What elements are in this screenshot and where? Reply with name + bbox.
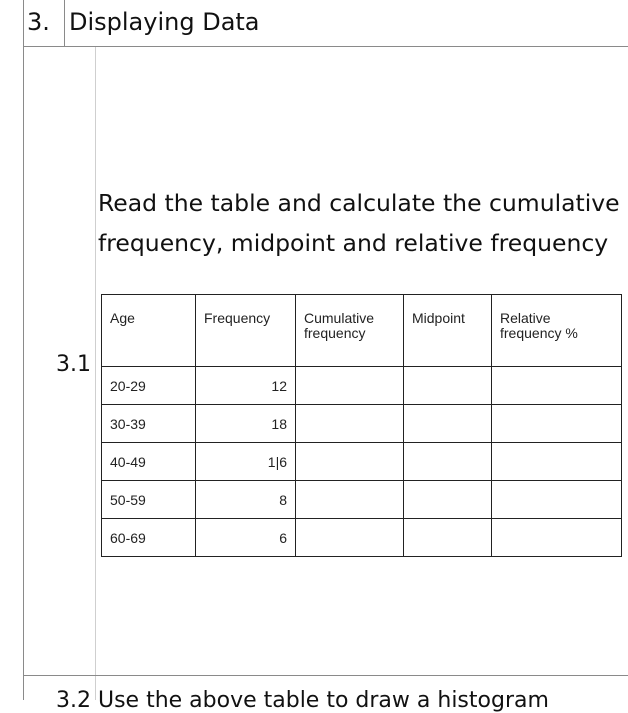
- frequency-cell: 12: [196, 367, 296, 405]
- cumulative-frequency-cell[interactable]: [296, 405, 404, 443]
- frequency-cell: 1|6: [196, 443, 296, 481]
- relative-frequency-cell[interactable]: [492, 405, 622, 443]
- question-number: 3.1: [56, 352, 91, 377]
- frequency-cell: 8: [196, 481, 296, 519]
- table-header-row: [102, 295, 622, 367]
- frame-left-border: [23, 0, 24, 700]
- header-frequency: Frequency: [196, 295, 296, 367]
- age-cell: 60-69: [102, 519, 196, 557]
- midpoint-cell[interactable]: [404, 519, 492, 557]
- age-cell: 30-39: [102, 405, 196, 443]
- next-question-text: 3.2 Use the above table to draw a histogram: [56, 688, 549, 713]
- midpoint-cell[interactable]: [404, 481, 492, 519]
- header-age: Age: [102, 295, 196, 367]
- cumulative-frequency-cell[interactable]: [296, 519, 404, 557]
- section-header-bottom-border: [23, 46, 628, 47]
- cumulative-frequency-cell[interactable]: [296, 443, 404, 481]
- table-row: [102, 405, 622, 443]
- frequency-cell: 18: [196, 405, 296, 443]
- header-relative-frequency: Relative frequency %: [492, 295, 622, 367]
- age-cell: 40-49: [102, 443, 196, 481]
- age-cell: 20-29: [102, 367, 196, 405]
- question-row-bottom-border: [23, 675, 628, 676]
- header-midpoint: Midpoint: [404, 295, 492, 367]
- midpoint-cell[interactable]: [404, 367, 492, 405]
- cumulative-frequency-cell[interactable]: [296, 367, 404, 405]
- question-instruction: Read the table and calculate the cumulative frequency, midpoint and relative frequency: [98, 189, 620, 257]
- section-number: 3.: [27, 8, 50, 36]
- midpoint-cell[interactable]: [404, 443, 492, 481]
- midpoint-cell[interactable]: [404, 405, 492, 443]
- section-title: Displaying Data: [69, 8, 260, 36]
- table-row: [102, 367, 622, 405]
- relative-frequency-cell[interactable]: [492, 519, 622, 557]
- table-row: [102, 443, 622, 481]
- section-number-divider: [64, 0, 65, 46]
- header-cumulative-frequency: Cumulative frequency: [296, 295, 404, 367]
- table-row: [102, 519, 622, 557]
- cumulative-frequency-cell[interactable]: [296, 481, 404, 519]
- relative-frequency-cell[interactable]: [492, 481, 622, 519]
- relative-frequency-cell[interactable]: [492, 367, 622, 405]
- age-cell: 50-59: [102, 481, 196, 519]
- frequency-table: [101, 294, 622, 557]
- table-row: [102, 481, 622, 519]
- question-number-divider: [95, 46, 96, 700]
- frequency-cell: 6: [196, 519, 296, 557]
- relative-frequency-cell[interactable]: [492, 443, 622, 481]
